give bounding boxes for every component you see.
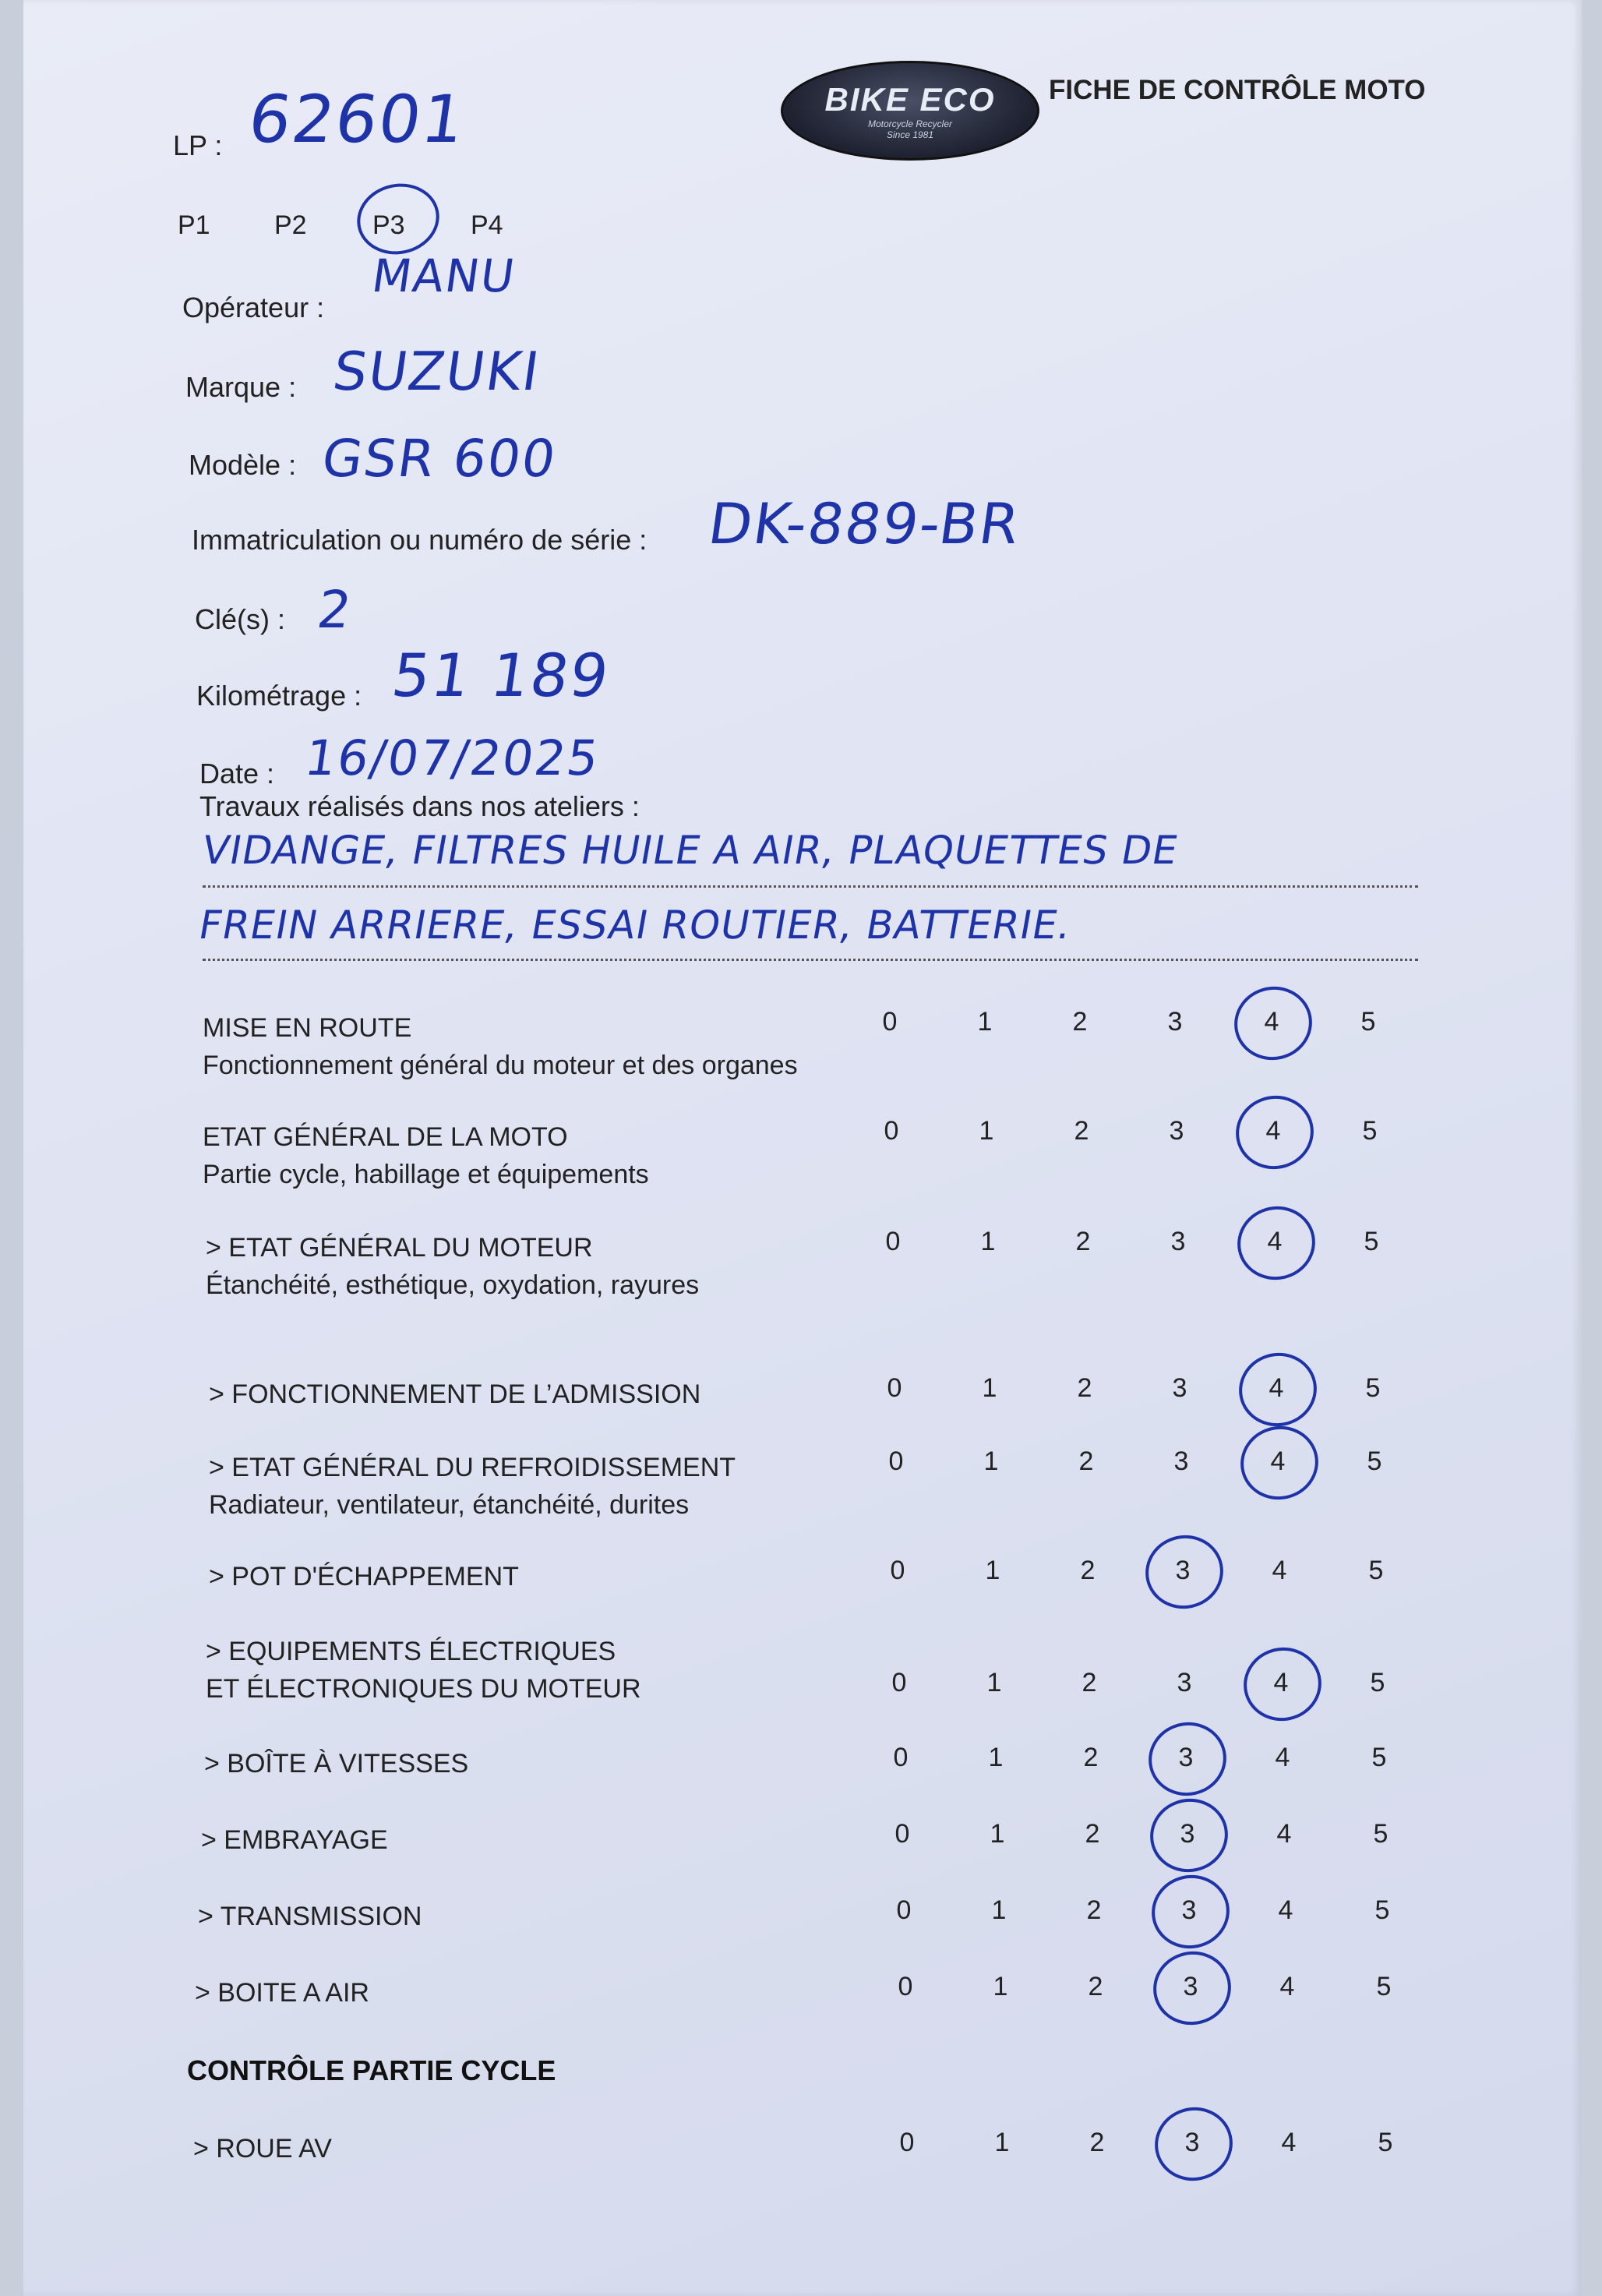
mileage-label: Kilométrage : [196, 680, 362, 712]
check-row-10-score-5[interactable]: 5 [1376, 1972, 1392, 2001]
check-row-6-selected-score-circle [1237, 1641, 1328, 1729]
check-row-4-score-2[interactable]: 2 [1078, 1446, 1094, 1476]
check-row-7-score-4[interactable]: 4 [1275, 1743, 1290, 1772]
check-row-3-score-3[interactable]: 3 [1172, 1373, 1187, 1403]
check-row-2-score-1[interactable]: 1 [980, 1227, 996, 1256]
check-row-4-score-1[interactable]: 1 [983, 1446, 999, 1476]
check-row-4-subtitle: Radiateur, ventilateur, étanchéité, durites [209, 1490, 690, 1520]
check-row-3-score-4[interactable]: 4 [1269, 1373, 1284, 1403]
check-row-5-score-3[interactable]: 3 [1175, 1556, 1191, 1585]
works-line-2: FREIN ARRIERE, ESSAI ROUTIER, BATTERIE. [195, 903, 1075, 948]
check-row-1-selected-score-circle [1229, 1089, 1320, 1177]
check-row-1-score-3[interactable]: 3 [1169, 1116, 1184, 1146]
priority-p2[interactable]: P2 [274, 210, 307, 240]
check-row-0-selected-score-circle [1227, 980, 1318, 1068]
registration-label: Immatriculation ou numéro de série : [192, 524, 648, 556]
check-row-7-score-3[interactable]: 3 [1178, 1743, 1194, 1772]
cycle-check-row-0-title: > ROUE AV [193, 2134, 332, 2164]
check-row-6-score-2[interactable]: 2 [1082, 1668, 1097, 1697]
check-row-9-score-3[interactable]: 3 [1181, 1895, 1197, 1925]
model-label: Modèle : [189, 449, 297, 481]
check-row-1-score-0[interactable]: 0 [884, 1116, 899, 1146]
check-row-4-score-5[interactable]: 5 [1367, 1446, 1382, 1476]
check-row-2-selected-score-circle [1230, 1199, 1321, 1288]
check-row-2-score-5[interactable]: 5 [1364, 1227, 1379, 1256]
priority-p1[interactable]: P1 [178, 210, 210, 240]
logo-sub-text-1: Motorcycle Recycler [867, 118, 953, 129]
check-row-3-title: > FONCTIONNEMENT DE L’ADMISSION [209, 1379, 701, 1409]
check-row-6-title: > EQUIPEMENTS ÉLECTRIQUES [206, 1637, 616, 1666]
date-value: 16/07/2025 [301, 729, 604, 786]
check-row-9-score-5[interactable]: 5 [1374, 1895, 1390, 1925]
check-row-10-selected-score-circle [1146, 1945, 1237, 2033]
check-row-7-score-5[interactable]: 5 [1371, 1743, 1387, 1772]
check-row-0-score-0[interactable]: 0 [882, 1007, 898, 1037]
cycle-check-row-0-score-0[interactable]: 0 [899, 2128, 915, 2157]
control-sheet [23, 0, 1582, 2296]
check-row-1-subtitle: Partie cycle, habillage et équipements [203, 1160, 649, 1189]
check-row-10-score-1[interactable]: 1 [993, 1972, 1008, 2001]
priority-p3[interactable]: P3 [372, 210, 405, 240]
check-row-0-score-5[interactable]: 5 [1360, 1007, 1376, 1037]
check-row-7-score-0[interactable]: 0 [893, 1743, 909, 1772]
check-row-5-title: > POT D'ÉCHAPPEMENT [209, 1562, 519, 1591]
works-dotted-line-1 [203, 885, 1418, 888]
check-row-2-score-2[interactable]: 2 [1075, 1227, 1091, 1256]
check-row-9-score-1[interactable]: 1 [991, 1895, 1007, 1925]
check-row-5-score-1[interactable]: 1 [985, 1556, 1000, 1585]
check-row-8-score-5[interactable]: 5 [1373, 1819, 1389, 1849]
check-row-5-score-5[interactable]: 5 [1368, 1556, 1384, 1585]
priority-p4[interactable]: P4 [471, 210, 503, 240]
works-line-1: VIDANGE, FILTRES HUILE A AIR, PLAQUETTES DE [198, 828, 1182, 873]
cycle-check-row-0-selected-score-circle [1148, 2100, 1239, 2188]
brand-value: SUZUKI [329, 341, 545, 403]
check-row-6-score-3[interactable]: 3 [1177, 1668, 1192, 1697]
check-row-5-score-0[interactable]: 0 [890, 1556, 905, 1585]
check-row-1-title: ETAT GÉNÉRAL DE LA MOTO [203, 1122, 568, 1152]
check-row-0-score-4[interactable]: 4 [1264, 1007, 1279, 1037]
check-row-9-score-0[interactable]: 0 [896, 1895, 912, 1925]
check-row-6-subtitle: ET ÉLECTRONIQUES DU MOTEUR [206, 1674, 641, 1704]
check-row-1-score-1[interactable]: 1 [979, 1116, 994, 1146]
check-row-3-selected-score-circle [1232, 1346, 1323, 1434]
check-row-9-score-4[interactable]: 4 [1278, 1895, 1293, 1925]
mileage-value: 51 189 [387, 641, 615, 710]
check-row-2-score-4[interactable]: 4 [1267, 1227, 1283, 1256]
keys-label: Clé(s) : [195, 603, 285, 635]
check-row-9-selected-score-circle [1145, 1868, 1236, 1956]
check-row-4-score-3[interactable]: 3 [1173, 1446, 1189, 1476]
document-title: FICHE DE CONTRÔLE MOTO [1049, 75, 1426, 105]
cycle-check-row-0-score-1[interactable]: 1 [994, 2128, 1010, 2157]
check-row-8-title: > EMBRAYAGE [201, 1825, 388, 1855]
check-row-10-score-0[interactable]: 0 [898, 1972, 913, 2001]
check-row-0-subtitle: Fonctionnement général du moteur et des organes [203, 1051, 798, 1080]
check-row-4-score-4[interactable]: 4 [1270, 1446, 1286, 1476]
cycle-check-row-0-score-5[interactable]: 5 [1378, 2128, 1393, 2157]
check-row-6-score-4[interactable]: 4 [1273, 1668, 1289, 1697]
date-label: Date : [199, 758, 275, 789]
check-row-1-score-5[interactable]: 5 [1362, 1116, 1378, 1146]
check-row-2-score-0[interactable]: 0 [885, 1227, 901, 1256]
cycle-check-row-0-score-3[interactable]: 3 [1184, 2128, 1200, 2157]
check-row-8-score-2[interactable]: 2 [1085, 1819, 1100, 1849]
check-row-5-selected-score-circle [1138, 1528, 1230, 1616]
check-row-2-title: > ETAT GÉNÉRAL DU MOTEUR [206, 1233, 593, 1263]
operator-value: MANU [369, 249, 520, 302]
check-row-9-score-2[interactable]: 2 [1086, 1895, 1102, 1925]
check-row-7-title: > BOÎTE À VITESSES [204, 1749, 469, 1779]
check-row-5-score-4[interactable]: 4 [1272, 1556, 1287, 1585]
check-row-0-score-1[interactable]: 1 [977, 1007, 993, 1037]
check-row-8-selected-score-circle [1143, 1792, 1234, 1880]
model-value: GSR 600 [318, 429, 561, 489]
check-row-7-score-2[interactable]: 2 [1083, 1743, 1099, 1772]
logo-sub-text-2: Since 1981 [886, 129, 934, 140]
check-row-10-score-4[interactable]: 4 [1279, 1972, 1295, 2001]
cycle-check-row-0-score-4[interactable]: 4 [1281, 2128, 1297, 2157]
check-row-10-score-3[interactable]: 3 [1183, 1972, 1198, 2001]
check-row-3-score-1[interactable]: 1 [982, 1373, 997, 1403]
check-row-3-score-2[interactable]: 2 [1077, 1373, 1092, 1403]
keys-value: 2 [313, 580, 357, 640]
check-row-4-selected-score-circle [1233, 1419, 1325, 1507]
bike-eco-logo [781, 61, 1039, 161]
check-row-4-score-0[interactable]: 0 [888, 1446, 904, 1476]
check-row-0-title: MISE EN ROUTE [203, 1013, 412, 1043]
check-row-4-title: > ETAT GÉNÉRAL DU REFROIDISSEMENT [209, 1453, 736, 1482]
check-row-0-score-3[interactable]: 3 [1167, 1007, 1183, 1037]
check-row-6-score-5[interactable]: 5 [1370, 1668, 1385, 1697]
check-row-1-score-4[interactable]: 4 [1265, 1116, 1281, 1146]
operator-label: Opérateur : [182, 291, 325, 323]
lp-value: 62601 [244, 81, 471, 157]
check-row-7-selected-score-circle [1142, 1715, 1233, 1803]
works-label: Travaux réalisés dans nos ateliers : [199, 790, 640, 822]
registration-value: DK-889-BR [704, 491, 1025, 556]
check-row-8-score-3[interactable]: 3 [1180, 1819, 1195, 1849]
check-row-7-score-1[interactable]: 1 [988, 1743, 1004, 1772]
check-row-2-score-3[interactable]: 3 [1170, 1227, 1186, 1256]
lp-label: LP : [173, 129, 223, 161]
check-row-3-score-0[interactable]: 0 [887, 1373, 902, 1403]
check-row-10-score-2[interactable]: 2 [1088, 1972, 1103, 2001]
check-row-8-score-4[interactable]: 4 [1276, 1819, 1292, 1849]
check-row-5-score-2[interactable]: 2 [1080, 1556, 1096, 1585]
logo-main-text: BIKE ECO [824, 81, 996, 118]
check-row-0-score-2[interactable]: 2 [1072, 1007, 1088, 1037]
check-row-10-title: > BOITE A AIR [195, 1978, 369, 2008]
check-row-8-score-0[interactable]: 0 [895, 1819, 910, 1849]
check-row-8-score-1[interactable]: 1 [990, 1819, 1005, 1849]
check-row-1-score-2[interactable]: 2 [1074, 1116, 1089, 1146]
cycle-check-row-0-score-2[interactable]: 2 [1089, 2128, 1105, 2157]
cycle-section-title: CONTRÔLE PARTIE CYCLE [187, 2054, 556, 2086]
check-row-6-score-1[interactable]: 1 [986, 1668, 1002, 1697]
check-row-6-score-0[interactable]: 0 [891, 1668, 907, 1697]
check-row-3-score-5[interactable]: 5 [1365, 1373, 1381, 1403]
check-row-2-subtitle: Étanchéité, esthétique, oxydation, rayures [206, 1270, 700, 1300]
brand-label: Marque : [185, 371, 297, 403]
check-row-9-title: > TRANSMISSION [198, 1902, 422, 1931]
works-dotted-line-2 [203, 959, 1418, 961]
